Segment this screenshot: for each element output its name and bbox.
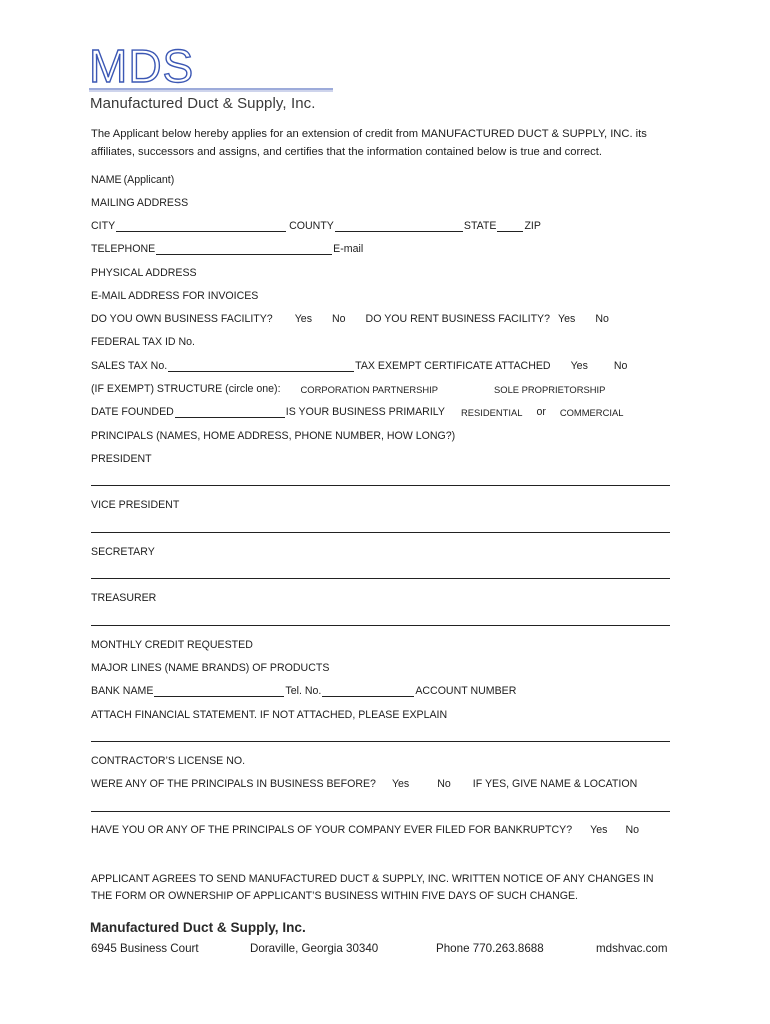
footer-company: Manufactured Duct & Supply, Inc. (90, 920, 306, 935)
major-lines-label: MAJOR LINES (NAME BRANDS) OF PRODUCTS (91, 662, 330, 674)
applicant-label: (Applicant) (123, 174, 175, 186)
in-business-row (91, 774, 670, 790)
vice-president-extra-line[interactable] (91, 532, 670, 533)
footer-phone: Phone 770.263.8688 (436, 942, 544, 955)
physical-address-row (91, 263, 670, 279)
financial-label: ATTACH FINANCIAL STATEMENT. IF NOT ATTACHED, PLEASE EXPLAIN (91, 709, 448, 721)
sole-proprietorship-option[interactable]: SOLE PROPRIETORSHIP (494, 384, 606, 395)
bank-tel-field[interactable] (322, 685, 414, 697)
email-invoices-row (91, 286, 670, 302)
tax-exempt-yes-option[interactable]: Yes (570, 360, 588, 372)
mailing-address-label: MAILING ADDRESS (91, 197, 189, 209)
structure-label: (IF EXEMPT) STRUCTURE (circle one): (91, 383, 281, 395)
if-yes-label: IF YES, GIVE NAME & LOCATION (472, 778, 638, 790)
city-field[interactable] (116, 220, 286, 232)
rent-facility-label: DO YOU RENT BUSINESS FACILITY? (365, 313, 551, 325)
telephone-label: TELEPHONE (91, 243, 156, 255)
in-business-no-option[interactable]: No (437, 778, 451, 790)
financial-row (91, 705, 670, 721)
county-field[interactable] (335, 220, 463, 232)
own-no-option[interactable]: No (332, 313, 346, 325)
principals-label: PRINCIPALS (NAMES, HOME ADDRESS, PHONE NUMBER, HOW LONG?) (91, 430, 456, 442)
tax-exempt-label: TAX EXEMPT CERTIFICATE ATTACHED (355, 360, 551, 372)
president-label: PRESIDENT (91, 453, 152, 465)
own-facility-label: DO YOU OWN BUSINESS FACILITY? (91, 313, 273, 325)
company-name: Manufactured Duct & Supply, Inc. (90, 95, 316, 112)
tel-no-label: Tel. No. (285, 685, 322, 697)
facility-row (91, 309, 670, 325)
vice-president-row (91, 495, 670, 511)
name-label: NAME (91, 174, 122, 186)
notice-text: APPLICANT AGREES TO SEND MANUFACTURED DUCT & SUPPLY, INC. WRITTEN NOTICE OF ANY CHANGES IN THE FORM OR OWNERSHIP OF APPLICANT’S BUSINESS WITHIN FIVE DAYS OF SUCH CHANGE. (91, 873, 654, 902)
date-founded-field[interactable] (175, 406, 285, 418)
secretary-row (91, 542, 670, 558)
license-label: CONTRACTOR’S LICENSE NO. (91, 755, 246, 767)
bank-name-field[interactable] (154, 685, 284, 697)
county-label: COUNTY (289, 220, 334, 232)
account-number-label: ACCOUNT NUMBER (415, 685, 517, 697)
date-founded-row (91, 402, 670, 418)
in-business-extra-line[interactable] (91, 811, 670, 812)
footer-city: Doraville, Georgia 30340 (250, 942, 379, 955)
city-row (91, 216, 670, 232)
secretary-extra-line[interactable] (91, 578, 670, 579)
rent-no-option[interactable]: No (595, 313, 609, 325)
vice-president-label: VICE PRESIDENT (91, 499, 180, 511)
footer-address: 6945 Business Court (91, 942, 199, 955)
mds-logo-graphic (89, 44, 333, 92)
sales-tax-row (91, 356, 670, 372)
treasurer-row (91, 588, 670, 604)
bankruptcy-label: HAVE YOU OR ANY OF THE PRINCIPALS OF YOUR COMPANY EVER FILED FOR BANKRUPTCY? (91, 824, 573, 836)
president-row (91, 449, 670, 465)
physical-address-label: PHYSICAL ADDRESS (91, 267, 197, 279)
state-label: STATE (463, 220, 497, 232)
treasurer-extra-line[interactable] (91, 625, 670, 626)
financial-extra-line[interactable] (91, 741, 670, 742)
telephone-row (91, 239, 670, 255)
treasurer-label: TREASURER (91, 592, 157, 604)
mailing-address-row (91, 193, 670, 209)
bank-row (91, 681, 670, 697)
rent-yes-option[interactable]: Yes (558, 313, 576, 325)
zip-label: ZIP (524, 220, 541, 232)
structure-row (91, 379, 670, 395)
monthly-credit-row (91, 635, 670, 651)
intro-text: The Applicant below hereby applies for an extension of credit from MANUFACTURED DUCT & SUPPLY, INC. its affiliates, successors and assigns, and certifies that the information contained below is true and correct. (91, 128, 647, 158)
or-label: or (536, 406, 546, 418)
date-founded-label: DATE FOUNDED (91, 406, 174, 418)
commercial-option[interactable]: COMMERCIAL (559, 407, 624, 418)
footer-contact (91, 942, 681, 958)
business-primarily-label: IS YOUR BUSINESS PRIMARILY (285, 406, 445, 418)
federal-tax-label: FEDERAL TAX ID No. (91, 336, 196, 348)
email-label: E-mail (333, 243, 364, 255)
corporation-partnership-option[interactable]: CORPORATION PARTNERSHIP (300, 384, 439, 395)
bank-name-label: BANK NAME (91, 685, 154, 697)
mds-logo-text: MDS (89, 44, 195, 92)
bankruptcy-row (91, 820, 670, 836)
tax-exempt-no-option[interactable]: No (613, 360, 628, 372)
mds-logo (89, 44, 333, 92)
city-label: CITY (91, 220, 116, 232)
principals-row (91, 426, 670, 442)
bankruptcy-no-option[interactable]: No (625, 824, 639, 836)
in-business-label: WERE ANY OF THE PRINCIPALS IN BUSINESS BEFORE? (91, 778, 376, 790)
sales-tax-field[interactable] (168, 360, 354, 372)
name-row (91, 170, 670, 186)
residential-option[interactable]: RESIDENTIAL (460, 407, 523, 418)
bankruptcy-yes-option[interactable]: Yes (590, 824, 608, 836)
own-yes-option[interactable]: Yes (294, 313, 312, 325)
secretary-label: SECRETARY (91, 546, 155, 558)
state-field[interactable] (497, 220, 523, 232)
president-extra-line[interactable] (91, 485, 670, 486)
telephone-field[interactable] (156, 243, 332, 255)
sales-tax-label: SALES TAX No. (91, 360, 168, 372)
in-business-yes-option[interactable]: Yes (391, 778, 410, 790)
email-invoices-label: E-MAIL ADDRESS FOR INVOICES (91, 290, 259, 302)
footer-website[interactable]: mdshvac.com (596, 942, 668, 955)
license-row (91, 751, 670, 767)
major-lines-row (91, 658, 670, 674)
monthly-credit-label: MONTHLY CREDIT REQUESTED (91, 639, 253, 651)
federal-tax-row (91, 332, 670, 348)
